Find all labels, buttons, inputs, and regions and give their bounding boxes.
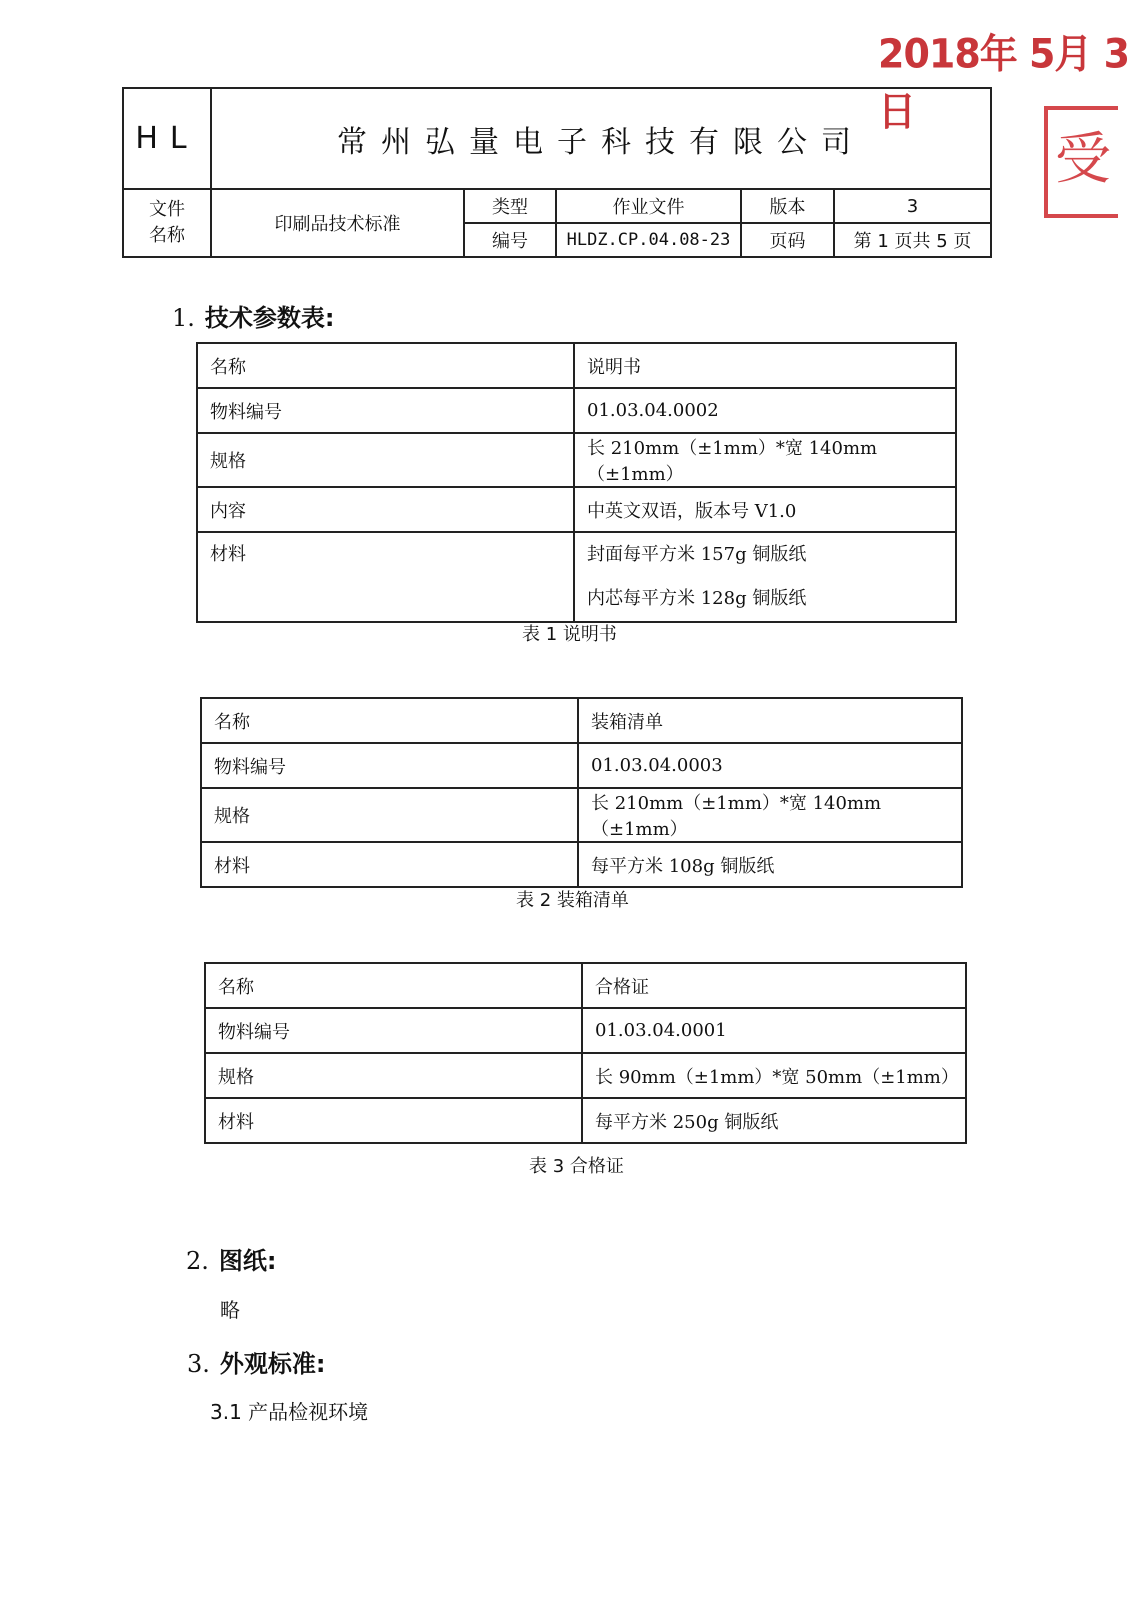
received-stamp: 受 bbox=[1044, 106, 1118, 218]
version-value: 3 bbox=[834, 189, 991, 223]
page-label: 页码 bbox=[741, 223, 834, 257]
table-row bbox=[205, 1008, 966, 1053]
row-value: 每平方米 108g 铜版纸 bbox=[578, 842, 962, 887]
table-row bbox=[201, 698, 962, 743]
section-1-heading bbox=[172, 298, 335, 333]
row-value: 装箱清单 bbox=[578, 698, 962, 743]
row-value: 长 210mm（±1mm）*宽 140mm（±1mm） bbox=[574, 433, 956, 487]
row-key: 规格 bbox=[197, 433, 574, 487]
section-2-body: 略 bbox=[220, 1298, 240, 1322]
row-value: 中英文双语，版本号 V1.0 bbox=[574, 487, 956, 532]
number-label: 编号 bbox=[464, 223, 556, 257]
table-row bbox=[197, 532, 956, 622]
subsection-3-1: 3.1 产品检视环境 bbox=[210, 1400, 369, 1424]
row-key: 内容 bbox=[197, 487, 574, 532]
company-name: 常州弘量电子科技有限公司 bbox=[211, 88, 991, 189]
row-value: 长 90mm（±1mm）*宽 50mm（±1mm） bbox=[582, 1053, 966, 1098]
table-row bbox=[197, 388, 956, 433]
table-row bbox=[197, 343, 956, 388]
file-name: 印刷品技术标准 bbox=[211, 189, 464, 257]
type-value: 作业文件 bbox=[556, 189, 741, 223]
row-value: 01.03.04.0001 bbox=[582, 1008, 966, 1053]
table-row bbox=[197, 433, 956, 487]
table-3-caption: 表 3 合格证 bbox=[529, 1156, 624, 1177]
document-header bbox=[122, 87, 992, 258]
row-value: 长 210mm（±1mm）*宽 140mm（±1mm） bbox=[578, 788, 962, 842]
row-value: 每平方米 250g 铜版纸 bbox=[582, 1098, 966, 1143]
material-line-2: 内芯每平方米 128g 铜版纸 bbox=[587, 588, 807, 609]
row-key: 物料编号 bbox=[205, 1008, 582, 1053]
spec-table-2 bbox=[200, 697, 963, 888]
file-name-label: 文件 名称 bbox=[123, 189, 211, 257]
row-key: 材料 bbox=[197, 532, 574, 622]
row-value: 说明书 bbox=[574, 343, 956, 388]
material-line-1: 封面每平方米 157g 铜版纸 bbox=[587, 544, 807, 565]
row-key: 材料 bbox=[201, 842, 578, 887]
row-key: 名称 bbox=[197, 343, 574, 388]
section-3-number: 3. bbox=[187, 1350, 210, 1378]
spec-table-1 bbox=[196, 342, 957, 623]
row-value bbox=[574, 532, 956, 622]
date-stamp: 2018年 5月 3日 bbox=[878, 30, 1130, 135]
row-key: 规格 bbox=[201, 788, 578, 842]
table-row bbox=[197, 487, 956, 532]
version-label: 版本 bbox=[741, 189, 834, 223]
spec-table-3 bbox=[204, 962, 967, 1144]
company-logo-text: HL bbox=[123, 88, 211, 189]
row-key: 规格 bbox=[205, 1053, 582, 1098]
section-2-title: 图纸: bbox=[218, 1247, 277, 1275]
table-row bbox=[201, 788, 962, 842]
table-row bbox=[205, 1053, 966, 1098]
row-key: 名称 bbox=[201, 698, 578, 743]
row-key: 物料编号 bbox=[201, 743, 578, 788]
row-value: 01.03.04.0002 bbox=[574, 388, 956, 433]
section-2-heading bbox=[186, 1241, 277, 1276]
section-1-number: 1. bbox=[172, 304, 195, 332]
row-value: 合格证 bbox=[582, 963, 966, 1008]
section-3-title: 外观标准: bbox=[219, 1350, 326, 1378]
row-key: 材料 bbox=[205, 1098, 582, 1143]
table-row bbox=[205, 963, 966, 1008]
table-row bbox=[201, 842, 962, 887]
row-key: 物料编号 bbox=[197, 388, 574, 433]
table-row bbox=[205, 1098, 966, 1143]
section-1-title: 技术参数表: bbox=[204, 304, 335, 332]
table-2-caption: 表 2 装箱清单 bbox=[516, 890, 629, 911]
document-number: HLDZ.CP.04.08-23 bbox=[556, 223, 741, 257]
section-3-heading bbox=[187, 1344, 326, 1379]
type-label: 类型 bbox=[464, 189, 556, 223]
section-2-number: 2. bbox=[186, 1247, 209, 1275]
page-value: 第 1 页共 5 页 bbox=[834, 223, 991, 257]
table-row bbox=[201, 743, 962, 788]
row-value: 01.03.04.0003 bbox=[578, 743, 962, 788]
table-1-caption: 表 1 说明书 bbox=[522, 624, 617, 645]
row-key: 名称 bbox=[205, 963, 582, 1008]
